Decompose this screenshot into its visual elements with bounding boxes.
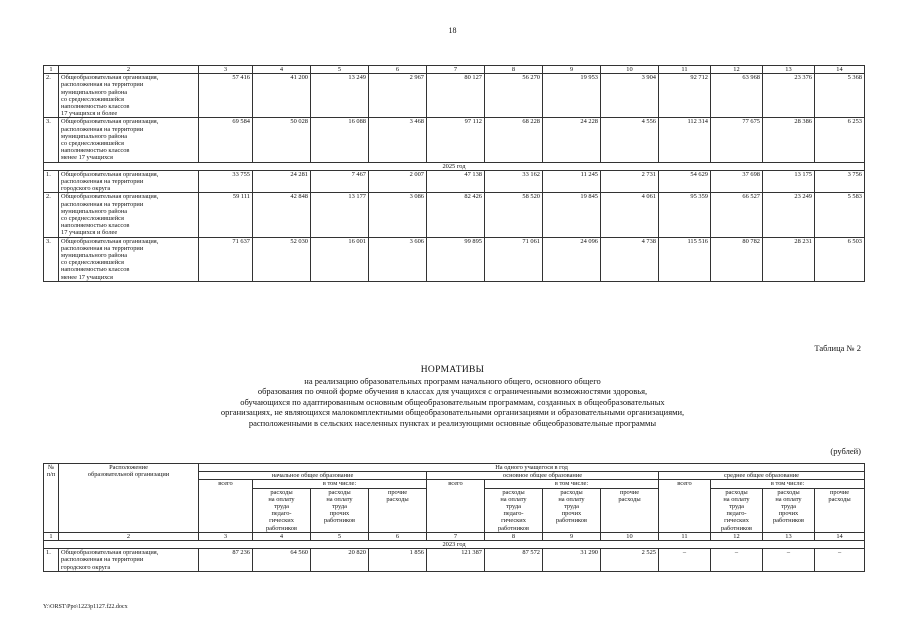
value-cell: 33 755 [199,170,253,193]
table-row [44,170,865,193]
column-number: 3 [199,66,253,74]
header-line: труда [332,503,347,511]
ped-salary-header [253,488,311,532]
header-line: труда [274,503,289,511]
header-line: труда [506,503,521,511]
description-line: муниципального района [61,207,128,215]
column-number: 14 [815,66,865,74]
value-cell: 63 968 [711,74,763,118]
description-line: Общеобразовательная организация, [61,118,159,126]
value-cell: 13 177 [311,193,369,237]
table-row [44,549,865,572]
header-line: труда [564,503,579,511]
page-number: 18 [448,26,457,35]
level-primary: начальное общее образование [199,472,427,480]
value-cell: 92 712 [659,74,711,118]
header-line: работников [772,517,805,525]
header-line: на оплату [775,495,802,503]
norms-table-2 [43,463,865,572]
description-line: 17 учащихся и более [61,229,118,237]
header-line: гических [501,517,526,525]
value-cell: 50 028 [253,118,311,162]
row-number: 1. [44,549,59,572]
header-line: расходы [828,495,851,503]
header-line: расходы [618,495,641,503]
column-number: 5 [311,532,369,540]
value-cell: 2 731 [601,170,659,193]
description-line: Общеобразовательная организация, [61,549,159,557]
value-cell: 5 368 [815,74,865,118]
norms-table-continued [43,65,865,282]
value-cell: 59 111 [199,193,253,237]
row-number: 3. [44,237,59,281]
header-line: работников [555,517,588,525]
value-cell: 33 162 [485,170,543,193]
value-cell: 41 200 [253,74,311,118]
footer-path: Y:\ORST\Ppo\1223p1127.f22.docx [43,604,128,610]
column-number: 2 [59,532,199,540]
column-number: 7 [427,66,485,74]
value-cell: 87 236 [199,549,253,572]
header-line: расходы [328,488,351,496]
row-number: 2. [44,74,59,118]
other-salary-header [763,488,815,532]
value-cell: 7 467 [311,170,369,193]
description-line: со среднесложившейся [61,215,124,223]
value-cell: 112 314 [659,118,711,162]
column-number: 13 [763,532,815,540]
value-cell: 47 138 [427,170,485,193]
description-line: муниципального района [61,132,128,140]
header-line: прочие [619,488,640,496]
other-salary-header [543,488,601,532]
header-line: расходы [725,488,748,496]
value-cell: 52 030 [253,237,311,281]
header-line: прочих [329,510,350,518]
table-row [44,193,865,237]
total-header: всего [199,480,253,532]
description-line: расположенная на территории [61,200,144,208]
value-cell: 6 253 [815,118,865,162]
description-line: городского округа [61,185,111,193]
value-cell: 23 249 [763,193,815,237]
header-line: расходы [560,488,583,496]
value-cell: 121 387 [427,549,485,572]
value-cell: 3 756 [815,170,865,193]
year-row: 2023 год [44,541,865,549]
header-line: работников [323,517,356,525]
column-number: 7 [427,532,485,540]
description-line: расположенная на территории [61,81,144,89]
header-line: работников [265,524,298,532]
value-cell: 6 503 [815,237,865,281]
value-cell: 28 386 [763,118,815,162]
col-location-header: Расположение образовательной организации [59,464,199,533]
value-cell: 37 698 [711,170,763,193]
description-line: менее 17 учащихся [61,154,113,162]
value-cell: 2 525 [601,549,659,572]
column-number: 2 [59,66,199,74]
value-cell: 3 086 [369,193,427,237]
value-cell: – [659,549,711,572]
header-line: расходы [270,488,293,496]
value-cell: 69 584 [199,118,253,162]
value-cell: 31 290 [543,549,601,572]
value-cell: 3 904 [601,74,659,118]
level-basic: основное общее образование [427,472,659,480]
other-salary-header [311,488,369,532]
total-header: всего [427,480,485,532]
unit-label: (рублей) [830,446,861,456]
header-line: гических [724,517,749,525]
value-cell: 24 096 [543,237,601,281]
organization-description [59,74,199,118]
value-cell: 99 895 [427,237,485,281]
column-number: 8 [485,66,543,74]
description-line: городского округа [61,563,111,571]
value-cell: 42 848 [253,193,311,237]
header-line: расходы [502,488,525,496]
column-number: 9 [543,532,601,540]
header-line: прочие [829,488,850,496]
value-cell: 82 426 [427,193,485,237]
header-line: на оплату [268,495,295,503]
header-line: на оплату [558,495,585,503]
header-line: педаго- [271,510,292,518]
value-cell: 4 738 [601,237,659,281]
header-line: расходы [777,488,800,496]
description-line: Общеобразовательная организация, [61,193,159,201]
table-row [44,118,865,162]
year-row [44,162,865,170]
column-number: 6 [369,66,427,74]
description-line: расположенная на территории [61,244,144,252]
value-cell: 24 281 [253,170,311,193]
header-line: работников [497,524,530,532]
column-number: 11 [659,66,711,74]
description-line: наполняемостью классов [61,103,130,111]
table-title [0,365,905,428]
column-number: 12 [711,532,763,540]
description-line: муниципального района [61,88,128,96]
header-line: прочие [387,488,408,496]
value-cell: 11 245 [543,170,601,193]
description-line: менее 17 учащихся [61,273,113,281]
value-cell: 115 516 [659,237,711,281]
description-line: Общеобразовательная организация, [61,237,159,245]
value-cell: 4 061 [601,193,659,237]
incl-header: в том числе: [711,480,865,488]
description-line: расположенная на территории [61,178,144,186]
value-cell: 68 228 [485,118,543,162]
value-cell: 80 782 [711,237,763,281]
value-cell: 66 527 [711,193,763,237]
description-line: расположенная на территории [61,125,144,133]
column-number: 8 [485,532,543,540]
ped-salary-header [711,488,763,532]
value-cell: 77 675 [711,118,763,162]
incl-header: в том числе: [253,480,427,488]
table-row [44,74,865,118]
value-cell: 71 637 [199,237,253,281]
header-row [44,66,865,74]
value-cell: 54 629 [659,170,711,193]
column-number: 9 [543,66,601,74]
description-line: со среднесложившейся [61,95,124,103]
incl-header: в том числе: [485,480,659,488]
column-number: 10 [601,532,659,540]
organization-description [59,118,199,162]
value-cell: 95 359 [659,193,711,237]
description-line: расположенная на территории [61,556,144,564]
description-line: муниципального района [61,252,128,260]
value-cell: 1 856 [369,549,427,572]
value-cell: 58 520 [485,193,543,237]
title-line: организациях, не являющихся малокомплектными общеобразовательными организациями и образовательными организациями, [220,407,685,417]
value-cell: 3 606 [369,237,427,281]
organization-description [59,193,199,237]
value-cell: 23 376 [763,74,815,118]
value-cell: 5 583 [815,193,865,237]
title-line: на реализацию образовательных программ начального общего, основного общего [304,375,601,386]
value-cell: – [815,549,865,572]
value-cell: 2 967 [369,74,427,118]
table-row [44,237,865,281]
description-line: Общеобразовательная организация, [61,170,159,178]
column-number: 4 [253,532,311,540]
misc-expenses-header [369,488,427,532]
year-label: 2025 год [44,162,865,170]
value-cell: 87 572 [485,549,543,572]
value-cell: 20 820 [311,549,369,572]
title-heading: НОРМАТИВЫ [420,365,485,375]
column-number: 1 [44,532,59,540]
value-cell: 80 127 [427,74,485,118]
organization-description [59,170,199,193]
value-cell: 19 953 [543,74,601,118]
header-line: на оплату [723,495,750,503]
ped-salary-header [485,488,543,532]
misc-expenses-header [815,488,865,532]
header-line: на оплату [326,495,353,503]
header-line: гических [269,517,294,525]
column-number: 5 [311,66,369,74]
header-line: прочих [561,510,582,518]
value-cell: 24 228 [543,118,601,162]
value-cell: 97 112 [427,118,485,162]
table-caption: Таблица № 2 [814,343,861,353]
header-line: педаго- [726,510,747,518]
row-number: 1. [44,170,59,193]
value-cell: 3 468 [369,118,427,162]
description-line: со среднесложившейся [61,140,124,148]
value-cell: 19 845 [543,193,601,237]
title-line: образования по очной форме обучения в классах для учащихся с ограниченными возможностями здоровья, [257,386,648,396]
level-secondary: среднее общее образование [659,472,865,480]
description-line: Общеобразовательная организация, [61,74,159,82]
title-line: обучающихся по адаптированным основным общеобразовательным программам, созданных в общеобразовательных [240,396,665,407]
value-cell: – [711,549,763,572]
column-number: 6 [369,532,427,540]
header-line: прочих [778,510,799,518]
row-number: 3. [44,118,59,162]
description-line: 17 учащихся и более [61,110,118,118]
description-line: наполняемостью классов [61,266,130,274]
value-cell: 28 231 [763,237,815,281]
column-number: 1 [44,66,59,74]
row-number: 2. [44,193,59,237]
column-number: 3 [199,532,253,540]
value-cell: 71 061 [485,237,543,281]
description-line: наполняемостью классов [61,222,130,230]
column-number: 11 [659,532,711,540]
value-cell: 56 270 [485,74,543,118]
value-cell: 4 556 [601,118,659,162]
header-line: расходы [386,495,409,503]
value-cell: 57 416 [199,74,253,118]
column-number: 13 [763,66,815,74]
col-no-header: № п/п [44,464,59,533]
value-cell: – [763,549,815,572]
header-line: на оплату [500,495,527,503]
value-cell: 2 007 [369,170,427,193]
misc-expenses-header [601,488,659,532]
header-line: труда [781,503,796,511]
value-cell: 16 001 [311,237,369,281]
column-number: 12 [711,66,763,74]
column-number: 10 [601,66,659,74]
description-line: со среднесложившейся [61,259,124,267]
column-number: 4 [253,66,311,74]
header-line: работников [720,524,753,532]
value-cell: 13 175 [763,170,815,193]
per-student-header: На одного учащегося в год [199,464,865,472]
value-cell: 64 560 [253,549,311,572]
organization-description [59,549,199,572]
header-line: педаго- [503,510,524,518]
header-line: труда [729,503,744,511]
description-line: наполняемостью классов [61,147,130,155]
value-cell: 13 249 [311,74,369,118]
organization-description [59,237,199,281]
value-cell: 16 088 [311,118,369,162]
total-header: всего [659,480,711,532]
title-line: расположенными в сельских населенных пунктах и реализующими основные общеобразовательные программы [248,417,657,428]
column-number: 14 [815,532,865,540]
